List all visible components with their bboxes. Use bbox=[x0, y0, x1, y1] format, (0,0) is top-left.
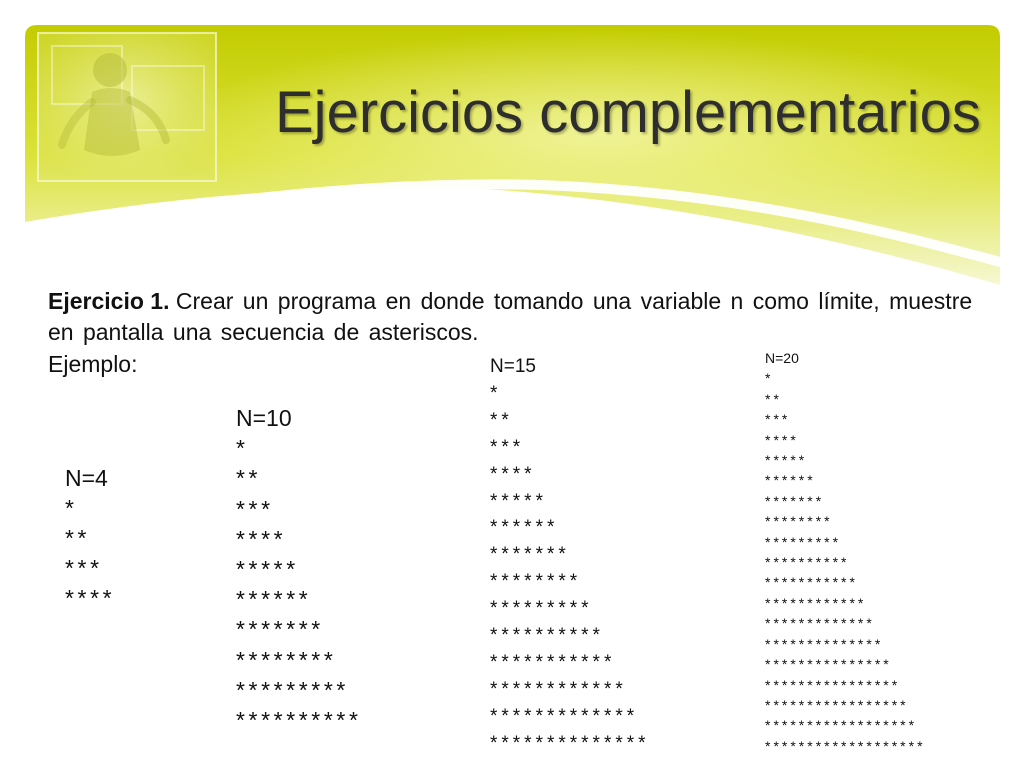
star-row: ******* bbox=[490, 544, 570, 566]
star-rows bbox=[765, 368, 926, 756]
star-rows bbox=[236, 433, 362, 735]
star-row: ************* bbox=[490, 705, 639, 727]
star-rows bbox=[65, 493, 115, 613]
header-band bbox=[0, 0, 1024, 300]
exercise-text-line1: Crear un programa en donde tomando una variable n como límite, muestre bbox=[175, 288, 973, 314]
star-row: ********* bbox=[765, 533, 842, 550]
star-row: *********** bbox=[765, 574, 858, 591]
star-row: ******************* bbox=[765, 737, 926, 754]
star-row: ********** bbox=[236, 707, 362, 734]
column-heading: N=4 bbox=[65, 465, 108, 491]
star-row: ********** bbox=[490, 625, 604, 647]
star-row: * bbox=[765, 370, 774, 387]
star-row: **** bbox=[490, 463, 536, 485]
star-rows bbox=[490, 381, 650, 758]
star-row: ******** bbox=[765, 513, 833, 530]
star-row: *** bbox=[236, 495, 274, 522]
star-row: ************** bbox=[765, 635, 884, 652]
star-row: *** bbox=[765, 411, 791, 428]
star-row: *************** bbox=[765, 656, 892, 673]
star-row: ****** bbox=[765, 472, 816, 489]
exercise-text-line2: en pantalla una secuencia de asteriscos. bbox=[48, 319, 479, 345]
star-row: * bbox=[65, 495, 78, 521]
star-row: * bbox=[236, 435, 249, 462]
example-column-n4 bbox=[65, 463, 115, 613]
star-row: **** bbox=[765, 431, 799, 448]
star-row: **************** bbox=[765, 676, 901, 693]
star-row: *********** bbox=[490, 651, 616, 673]
star-row: ** bbox=[65, 525, 91, 551]
star-row: * bbox=[490, 382, 502, 404]
star-row: ************** bbox=[490, 732, 650, 754]
star-row: ******* bbox=[765, 492, 825, 509]
exercise-label: Ejercicio 1. bbox=[48, 288, 170, 314]
star-row: ************ bbox=[765, 594, 867, 611]
star-row: ***** bbox=[236, 556, 299, 583]
star-row: ***** bbox=[490, 490, 547, 512]
star-row: ***** bbox=[765, 452, 808, 469]
header-figure-image bbox=[38, 33, 216, 181]
column-heading: N=10 bbox=[236, 405, 292, 431]
star-row: ********* bbox=[236, 676, 349, 703]
star-row: ** bbox=[765, 390, 782, 407]
star-row: ** bbox=[490, 409, 513, 431]
slide-title: Ejercicios complementarios bbox=[275, 80, 981, 145]
star-row: ****** bbox=[490, 517, 559, 539]
star-row: ***************** bbox=[765, 696, 909, 713]
star-row: ****** bbox=[236, 586, 312, 613]
example-label: Ejemplo: bbox=[48, 351, 138, 377]
star-row: **** bbox=[65, 585, 116, 611]
star-row: ******* bbox=[236, 616, 324, 643]
star-row: ************* bbox=[765, 615, 875, 632]
example-column-n20 bbox=[765, 348, 926, 756]
star-row: ******** bbox=[490, 571, 582, 593]
star-row: ************ bbox=[490, 678, 627, 700]
star-row: ****************** bbox=[765, 717, 918, 734]
star-row: *** bbox=[65, 555, 103, 581]
exercise-statement bbox=[48, 286, 972, 348]
column-heading: N=15 bbox=[490, 356, 536, 377]
star-row: ******** bbox=[236, 646, 337, 673]
example-column-n15 bbox=[490, 354, 650, 758]
star-row: *** bbox=[490, 436, 525, 458]
example-column-n10 bbox=[236, 403, 362, 735]
star-row: **** bbox=[236, 525, 287, 552]
column-heading: N=20 bbox=[765, 350, 799, 366]
star-row: ********* bbox=[490, 598, 593, 620]
star-row: ** bbox=[236, 465, 262, 492]
star-row: ********** bbox=[765, 554, 850, 571]
